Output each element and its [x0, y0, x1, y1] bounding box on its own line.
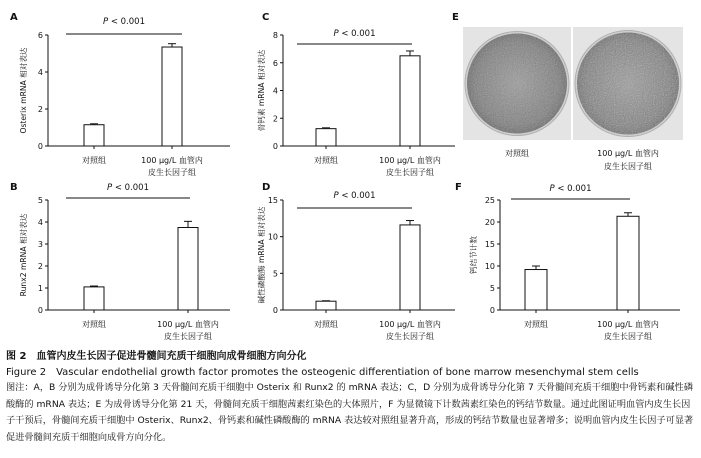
y-tick-label-a: 2	[37, 105, 43, 114]
x-category-label-f: 皮生长因子组	[604, 332, 652, 341]
panel-letter-d: D	[262, 182, 271, 193]
x-category-label-f: 100 μg/L 血管内	[597, 320, 659, 329]
bar-c-2	[400, 56, 420, 146]
y-axis-label-d: 碱性磷酸酶 mRNA 相对表达	[257, 206, 266, 304]
caption-title-en: Figure 2 Vascular endothelial growth factor promotes the osteogenic differentiation of bone marrow mesenchymal stem cells	[6, 367, 639, 378]
significance-label-c	[333, 29, 375, 39]
x-category-label-b: 皮生长因子组	[164, 332, 212, 341]
bar-b-1	[84, 287, 104, 310]
x-category-label-a: 皮生长因子组	[148, 168, 196, 177]
photo-label-2: 皮生长因子组	[604, 162, 652, 171]
y-axis-label-b: Runx2 mRNA 相对表达	[19, 213, 28, 297]
y-tick-label-b: 1	[37, 284, 43, 293]
y-tick-label-d: 15	[267, 196, 278, 205]
y-tick-label-f: 5	[489, 284, 495, 293]
panel-letter-e: E	[452, 12, 459, 23]
culture-dish-photo-2	[573, 27, 683, 140]
significance-value-a: < 0.001	[108, 17, 146, 27]
y-axis-label-c: 骨钙素 mRNA 相对表达	[257, 49, 266, 132]
chart-panel-f	[455, 182, 680, 341]
caption-note: 图注：A，B 分别为成骨诱导分化第 3 天骨髓间充质干细胞中 Osterix 和 Runx2 的 mRNA 表达；C，D 分别为成骨诱导分化第 7 天骨髓间充质干细胞中骨钙素和碱性磷酸酶的 mRNA 表达；E 为成骨诱导分化第 21 天，骨髓间充质干细胞茜素红染色的大体照片，F 为显微镜下计数茜素红染色的钙结节数量。通过此图证明血管内皮生长因子干预后，骨髓间充质干细胞中 Osterix、Runx2、骨钙素和碱性磷酸酶的 mRNA 表达较对照组显著升高，形成的钙结节数量也显著增多；说明血管内皮生长因子可显著促进骨髓间充质干细胞向成骨方向分化。	[6, 382, 694, 443]
chart-panel-b	[10, 182, 230, 341]
y-tick-label-f: 0	[489, 306, 495, 315]
bar-f-2	[617, 216, 639, 310]
x-category-label-c: 对照组	[314, 156, 338, 165]
significance-label-d	[333, 191, 375, 201]
significance-p-d: P	[333, 191, 339, 201]
culture-dish-photo-1	[463, 27, 571, 140]
y-tick-label-a: 6	[37, 31, 43, 40]
significance-label-a	[103, 17, 145, 27]
y-tick-label-a: 0	[37, 142, 43, 151]
bar-c-1	[316, 129, 336, 146]
y-tick-label-f: 15	[484, 240, 495, 249]
y-tick-label-b: 3	[37, 240, 43, 249]
significance-label-b	[107, 183, 149, 193]
chart-panel-a	[10, 12, 230, 177]
panel-letter-b: B	[10, 182, 18, 193]
significance-label-f	[549, 184, 591, 194]
y-tick-label-c: 2	[272, 114, 278, 124]
y-axis-label-f: 钙结节计数	[469, 236, 478, 274]
x-category-label-c: 皮生长因子组	[386, 168, 434, 177]
photo-label-1: 对照组	[505, 149, 529, 158]
photo-panel-e	[452, 12, 683, 171]
y-tick-label-f: 10	[484, 262, 495, 271]
photo-label-2: 100 μg/L 血管内	[597, 149, 659, 158]
x-category-label-d: 100 μg/L 血管内	[379, 320, 441, 329]
panel-letter-a: A	[10, 12, 18, 23]
y-tick-label-d: 5	[272, 269, 278, 279]
x-category-label-f: 对照组	[524, 320, 548, 329]
chart-panel-d	[256, 182, 455, 341]
significance-value-d: < 0.001	[338, 191, 376, 201]
y-tick-label-f: 25	[484, 196, 495, 205]
x-category-label-a: 100 μg/L 血管内	[141, 156, 203, 165]
x-category-label-d: 对照组	[314, 320, 338, 329]
y-tick-label-b: 2	[37, 262, 43, 271]
y-tick-label-d: 10	[267, 232, 278, 242]
x-category-label-a: 对照组	[82, 156, 106, 165]
x-category-label-d: 皮生长因子组	[386, 332, 434, 341]
x-category-label-b: 对照组	[82, 320, 106, 329]
bar-f-1	[525, 270, 547, 310]
x-category-label-b: 100 μg/L 血管内	[157, 320, 219, 329]
y-tick-label-d: 0	[272, 306, 278, 315]
significance-p-b: P	[106, 183, 113, 193]
panel-letter-f: F	[455, 182, 462, 193]
y-tick-label-b: 0	[37, 306, 43, 315]
significance-value-f: < 0.001	[554, 184, 592, 194]
y-axis-label-a: Osterix mRNA 相对表达	[19, 47, 28, 134]
y-tick-label-c: 6	[272, 58, 278, 68]
caption-title-cn: 图 2 血管内皮生长因子促进骨髓间充质干细胞向成骨细胞方向分化	[6, 351, 307, 362]
bar-a-1	[84, 125, 104, 146]
significance-value-c: < 0.001	[338, 29, 376, 39]
y-tick-label-a: 4	[37, 68, 43, 77]
y-tick-label-b: 5	[37, 196, 43, 205]
chart-panel-c	[256, 12, 455, 177]
significance-p-c: P	[333, 29, 339, 39]
significance-p-f: P	[549, 184, 555, 194]
y-tick-label-b: 4	[37, 218, 43, 227]
y-tick-label-c: 8	[272, 31, 278, 40]
significance-value-b: < 0.001	[112, 183, 150, 193]
y-tick-label-c: 0	[272, 142, 278, 151]
y-tick-label-f: 20	[484, 218, 495, 227]
bar-b-2	[178, 228, 198, 311]
bar-d-1	[316, 301, 336, 310]
panel-letter-c: C	[262, 12, 270, 23]
y-tick-label-c: 4	[272, 86, 278, 96]
bar-a-2	[162, 47, 182, 146]
bar-d-2	[400, 225, 420, 310]
significance-p-a: P	[102, 17, 109, 27]
x-category-label-c: 100 μg/L 血管内	[379, 156, 441, 165]
